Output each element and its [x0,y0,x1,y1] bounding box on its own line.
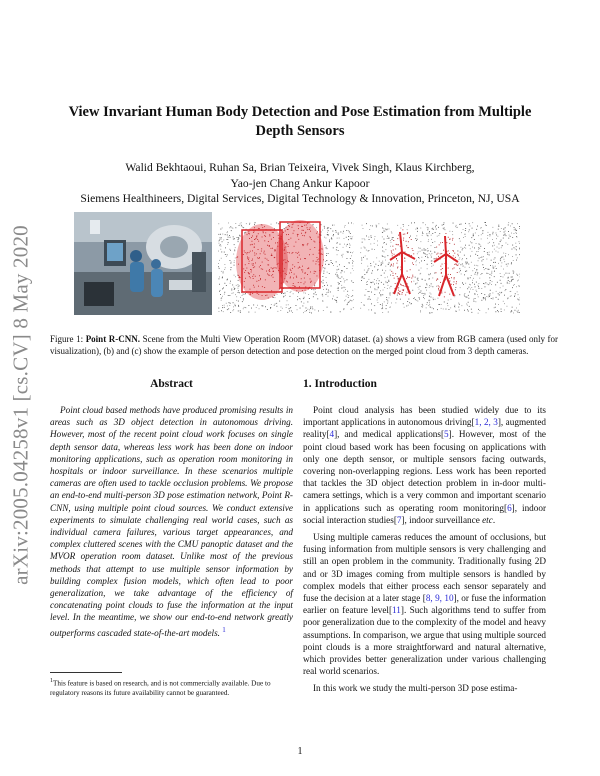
citation-link[interactable]: 8, 9, 10 [425,593,454,604]
citation-link[interactable]: 7 [396,514,402,525]
intro-p1-text-g: . [492,514,496,525]
point-cloud-pose [360,212,520,315]
intro-p1-text-e: ], indoor social interaction studies[ [303,502,547,525]
left-column [50,372,293,639]
abstract-body: Point cloud based methods have produced promising results in areas such as 3D object detection in autonomous driving. However, most of the recent point cloud work focuses on single depth sensor data, whereas less work has been done on indoor monitoring applications, such as operation room monitoring in hospitals or indoor surveillance. In these scenarios multiple cameras are often used to tackle occlusion problems. We propose an end-to-end multi-person 3D pose estimation network, Point R-CNN, using multiple point cloud sources. We conduct extensive experiments to simulate challenging real world cases, such as individual camera failures, various target appearances, and complex cluttered scenes with the CMU panoptic dataset and the MVOR operation room dataset. Unlike most of the previous methods that attempt to use multiple sensor information by building complex fusion models, which often lead to poor generalization, we take advantage of the efficiency of concatenating point clouds to fuse the information at the input level. In the meantime, we show our end-to-end network greatly outperforms cascaded state-of-the-art models. [50,405,293,638]
citation-link[interactable]: 11 [392,605,401,616]
citation-link[interactable]: 4 [329,429,335,440]
intro-paragraph-2 [303,531,546,677]
caption-bold: Point R-CNN. [85,334,141,344]
intro-p2-text-a: Using multiple cameras reduces the amount of occlusions, but fusing information from multiple sensors is very challenging and still an open problem in the community. Traditionally fusing 2D and or 3D images coming from multiple sensors is handled by complex models that either process each sensor separately and fuse the decision at a later stage [ [303,532,546,604]
intro-p1-text-b: ], augmented reality[ [303,417,546,440]
operating-room-photo [74,212,212,315]
title-line-1: View Invariant Human Body Detection and Pose Estimation from Multiple [68,104,532,120]
citation-link[interactable]: 5 [444,429,449,440]
intro-p2-text-b: ], or fuse the information earlier on feature level[ [303,593,547,616]
arxiv-identifier [6,190,36,620]
citation-link[interactable]: 1, 2, 3 [474,417,498,428]
figure-caption [50,333,558,357]
pose-skeleton-2 [434,236,458,296]
intro-paragraph-3: In this work we study the multi-person 3D pose estima- [313,683,518,694]
intro-p2-text-c: ]. Such algorithms tend to suffer from poor generalization due to the complexity of the model and heavy assumptions. In comparison, we argue that using multiple sourced point clouds is a more straightforward and natural alternative, which provides better generalization under various challenging real world scenarios. [303,605,546,677]
detection-blob-2 [276,220,324,292]
footnote [50,677,293,699]
paper-title [60,103,540,141]
page-number: 1 [297,746,303,757]
abstract-heading: Abstract [150,378,193,390]
footnote-divider [50,672,122,673]
figure-panel-pose [360,212,520,315]
intro-p1-text-a: Point cloud analysis has been studied widely due to its important applications in autonomous driving[ [303,405,546,428]
abstract-text [50,404,293,639]
figure-panel-detection [218,212,354,315]
caption-label: Figure 1: [50,334,84,344]
authors-line-1: Walid Bekhtaoui, Ruhan Sa, Brian Teixeira, Vivek Singh, Klaus Kirchberg, [125,161,475,174]
intro-paragraph-1 [303,404,546,526]
footnote-number: 1 [50,678,53,684]
authors-line-2: Yao-jen Chang Ankur Kapoor [230,176,370,190]
citation-link[interactable]: 6 [507,502,512,513]
intro-p1-text-c: ], and medical applications[ [334,429,445,440]
point-cloud-detection [218,212,354,315]
author-block [60,160,540,207]
affiliation: Siemens Healthineers, Digital Services, Digital Technology & Innovation, Princeton, NJ, USA [80,192,520,205]
title-line-2: Depth Sensors [255,123,345,139]
introduction-heading: 1. Introduction [303,378,377,390]
intro-p1-etc: etc [482,514,493,525]
intro-p1-text-d: ]. However, most of the point cloud based work has been focusing on applications with only one depth sensor, or multiple sensors facing outwards, covering non-overlapping regions. Less work has been reported that tackles the 3D object detection problem in in-door multi-camera settings, which is a very common and important scenario in applications such as operating room monitoring[ [303,429,547,513]
pose-skeleton-1 [390,232,415,294]
caption-text: Scene from the Multi View Operation Room (MVOR) dataset. (a) shows a view from RGB camera (used only for visualization), (b) and (c) show the example of person detection and pose detection on the merged point cloud from 3 depth cameras. [50,334,559,357]
point-cloud-points [360,222,520,314]
right-column [303,372,546,700]
intro-p1-text-f: ], indoor surveillance [401,514,483,525]
figure-panel-rgb [74,212,212,315]
footnote-marker[interactable]: 1 [222,625,226,634]
footnote-text: This feature is based on research, and is not commercially available. Due to regulatory reasons its future availability cannot be guaranteed. [50,679,271,697]
arxiv-identifier-text: arXiv:2005.04258v1 [cs.CV] 8 May 2020 [8,225,33,585]
